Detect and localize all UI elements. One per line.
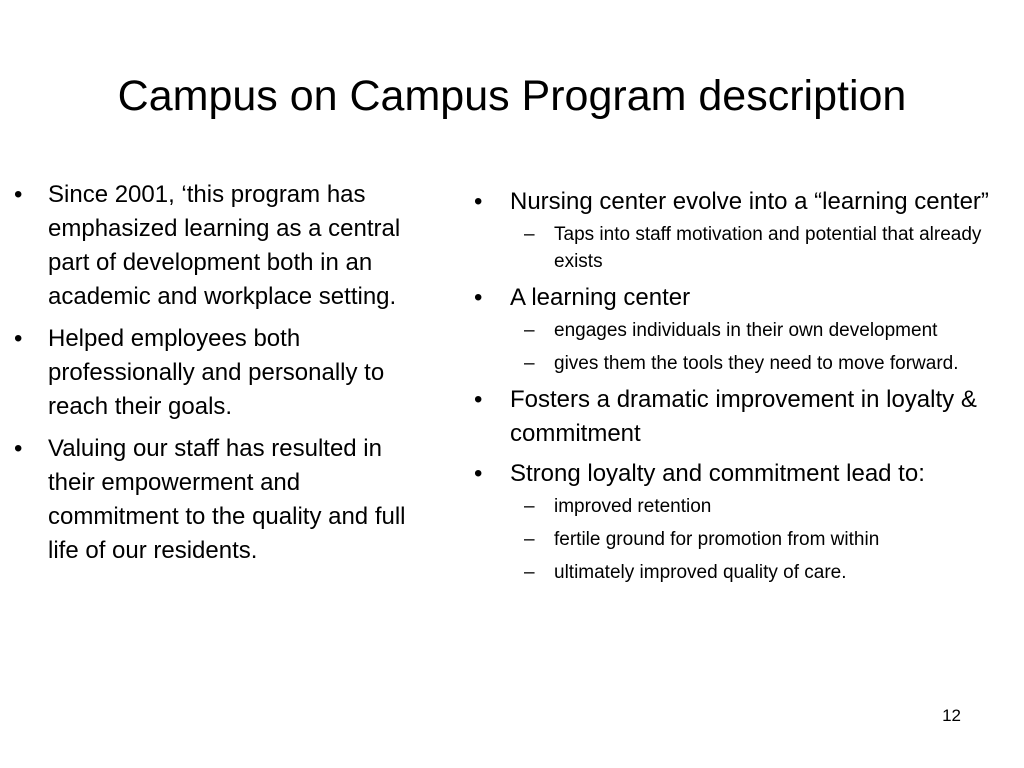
- dash-icon: –: [524, 529, 535, 550]
- sub-bullet-item: [468, 526, 1020, 553]
- bullet-icon: •: [474, 460, 483, 487]
- slide-title: Campus on Campus Program description: [117, 72, 907, 120]
- sub-bullet-item: [468, 221, 1020, 275]
- bullet-icon: •: [14, 181, 23, 208]
- dash-icon: –: [524, 496, 535, 517]
- bullet-text: Since 2001, ‘this program has emphasized learning as a central part of development both in an academic and workplace setting.: [48, 181, 401, 310]
- bullet-icon: •: [14, 325, 23, 352]
- sub-bullet-text: improved retention: [554, 496, 712, 517]
- bullet-text: Strong loyalty and commitment lead to:: [510, 460, 925, 487]
- bullet-icon: •: [474, 188, 483, 215]
- dash-icon: –: [524, 320, 535, 341]
- bullet-text: A learning center: [510, 284, 691, 311]
- sub-bullet-item: [468, 559, 1020, 586]
- sub-bullet-item: [468, 350, 1020, 377]
- left-bullet-item: [14, 432, 434, 568]
- right-bullet-item: [468, 185, 1020, 275]
- bullet-text: Helped employees both professionally and personally to reach their goals.: [48, 325, 385, 420]
- right-bullet-item: [468, 281, 1020, 377]
- sub-bullet-text: ultimately improved quality of care.: [554, 562, 847, 583]
- sub-bullet-list: [510, 493, 1020, 586]
- page-number: 12: [942, 706, 961, 725]
- sub-bullet-list: [510, 317, 1020, 377]
- sub-bullet-text: fertile ground for promotion from within: [554, 529, 880, 550]
- bullet-text: Valuing our staff has resulted in their empowerment and commitment to the quality and full life of our residents.: [48, 435, 406, 564]
- right-bullet-item: [468, 383, 1020, 451]
- dash-icon: –: [524, 353, 535, 374]
- sub-bullet-list: [510, 221, 1020, 275]
- left-bullet-list: [14, 178, 434, 576]
- sub-bullet-item: [468, 317, 1020, 344]
- sub-bullet-text: Taps into staff motivation and potential that already exists: [554, 224, 982, 272]
- sub-bullet-text: engages individuals in their own development: [554, 320, 938, 341]
- bullet-icon: •: [14, 435, 23, 462]
- bullet-icon: •: [474, 284, 483, 311]
- right-bullet-item: [468, 457, 1020, 586]
- sub-bullet-item: [468, 493, 1020, 520]
- bullet-text: Nursing center evolve into a “learning center”: [510, 188, 989, 215]
- sub-bullet-text: gives them the tools they need to move forward.: [554, 353, 959, 374]
- left-bullet-item: [14, 178, 434, 314]
- bullet-text: Fosters a dramatic improvement in loyalty & commitment: [510, 386, 977, 447]
- dash-icon: –: [524, 224, 535, 245]
- dash-icon: –: [524, 562, 535, 583]
- bullet-icon: •: [474, 386, 483, 413]
- right-bullet-list: [468, 185, 1020, 592]
- left-bullet-item: [14, 322, 434, 424]
